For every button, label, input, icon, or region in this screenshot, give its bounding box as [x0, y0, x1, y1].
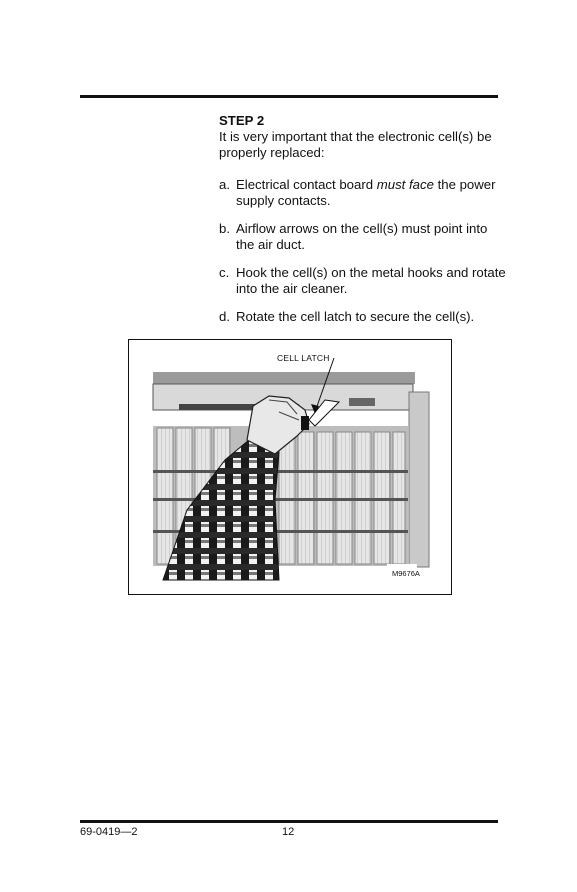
list-item-text: Airflow arrows on the cell(s) must point into the air duct.	[236, 221, 488, 252]
figure-id: M9676A	[392, 569, 420, 578]
step-list	[219, 177, 509, 325]
list-item	[219, 177, 509, 209]
list-item-letter: d.	[219, 309, 230, 324]
list-item	[219, 221, 509, 253]
step-content	[219, 113, 509, 337]
emphasis-text: must face	[376, 177, 434, 192]
list-item-text: Rotate the cell latch to secure the cell(s).	[236, 309, 475, 324]
page-number: 12	[282, 826, 295, 838]
list-item-letter: c.	[219, 265, 230, 280]
list-item-letter: a.	[219, 177, 230, 192]
step-title: STEP 2	[219, 113, 265, 128]
list-item-text: Electrical contact board must face the power supply contacts.	[236, 177, 496, 208]
cell-latch-callout: CELL LATCH	[277, 353, 330, 363]
air-cleaner-illustration	[129, 340, 452, 595]
step-intro: It is very important that the electronic cell(s) be properly replaced:	[219, 129, 492, 160]
list-item-letter: b.	[219, 221, 230, 236]
list-item	[219, 265, 509, 297]
top-rule	[80, 95, 498, 98]
bottom-rule	[80, 820, 498, 823]
list-item-text: Hook the cell(s) on the metal hooks and rotate into the air cleaner.	[236, 265, 506, 296]
cell-latch-figure	[128, 339, 452, 595]
list-item	[219, 309, 509, 325]
document-number: 69-0419—2	[80, 826, 138, 838]
